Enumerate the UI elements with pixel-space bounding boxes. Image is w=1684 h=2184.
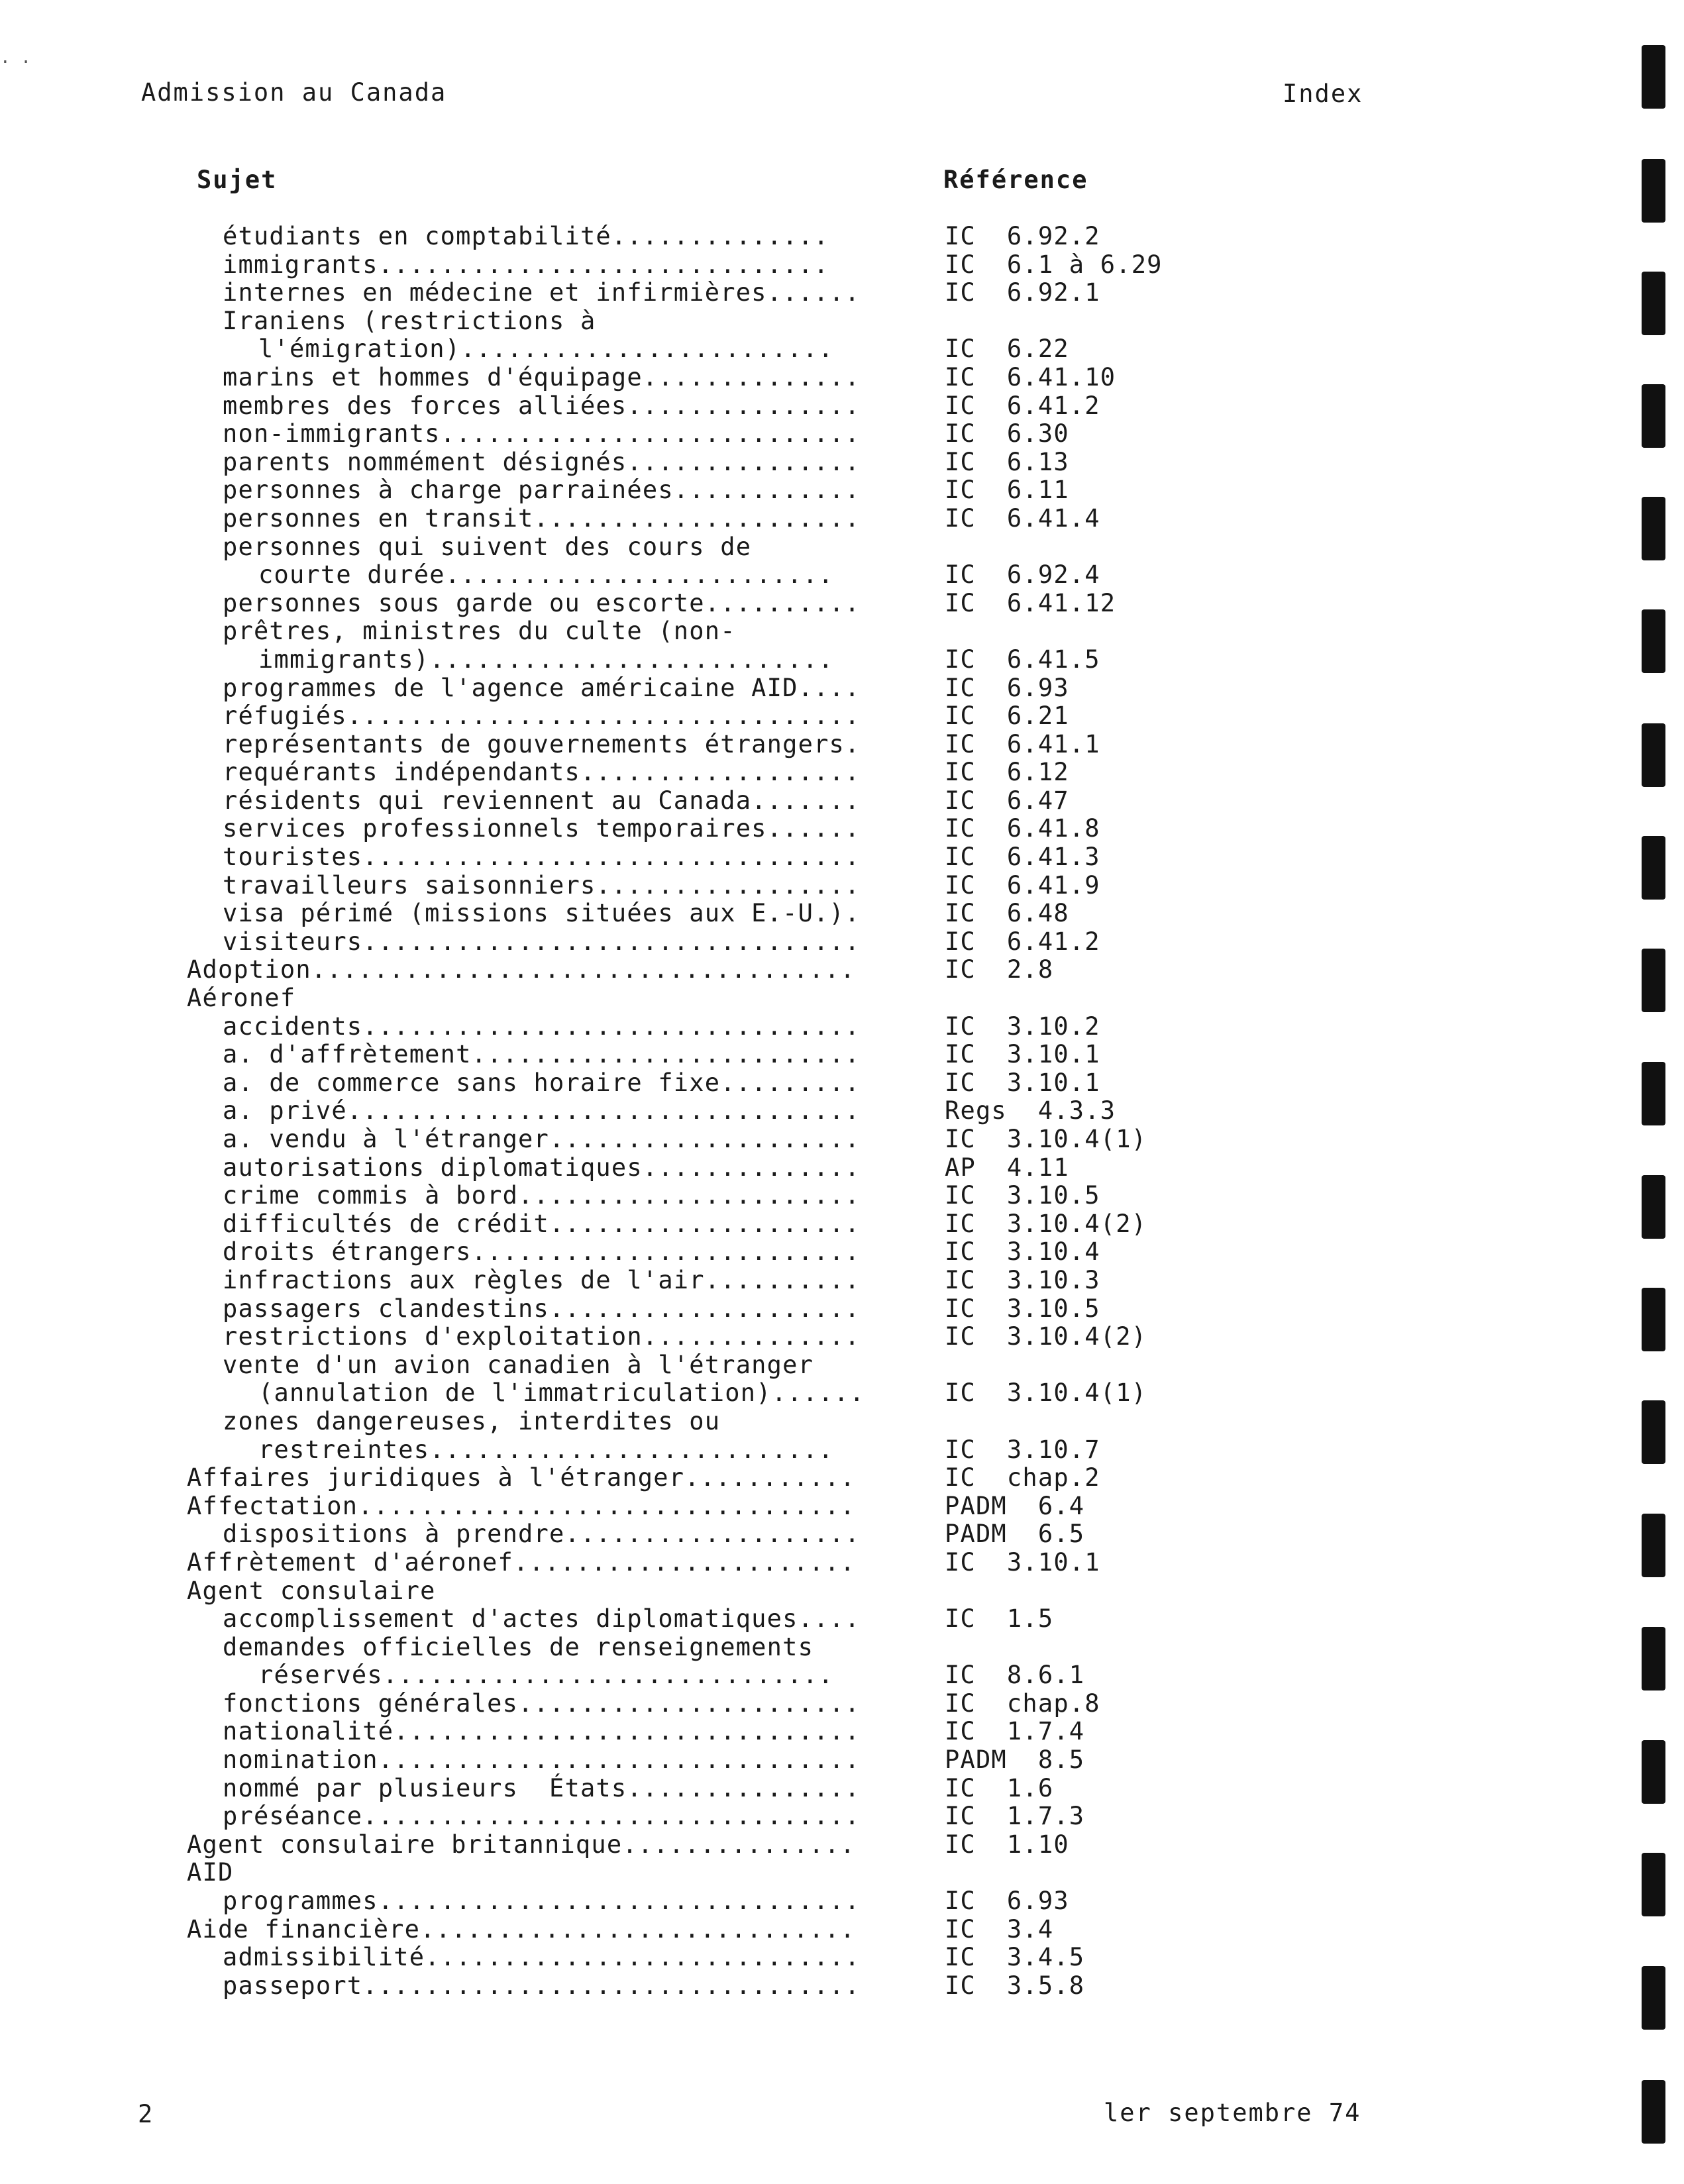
- entry-subject: a. de commerce sans horaire fixe.........: [223, 1068, 861, 1097]
- entry-subject: droits étrangers.........................: [223, 1237, 861, 1267]
- entry-subject: l'émigration)........................: [258, 335, 834, 364]
- entry-reference: IC 6.41.2: [945, 391, 1100, 420]
- entry-reference: IC 3.10.4(2): [945, 1322, 1147, 1351]
- index-entry: [187, 392, 1313, 421]
- index-entry: [187, 590, 1313, 618]
- entry-subject: non-immigrants...........................: [223, 419, 861, 448]
- entry-reference: IC 6.41.1: [945, 729, 1100, 758]
- entry-reference: IC 6.47: [945, 786, 1069, 815]
- entry-subject: visa périmé (missions situées aux E.-U.).: [223, 899, 861, 928]
- entry-subject: fonctions générales......................: [223, 1689, 861, 1718]
- entry-reference: IC 6.93: [945, 1887, 1069, 1916]
- entry-reference: AP 4.11: [945, 1153, 1069, 1182]
- margin-mark: [1642, 1627, 1665, 1690]
- binding-margin-marks: [1642, 0, 1671, 2184]
- index-entry: [187, 646, 1313, 674]
- index-entry: [187, 1013, 1313, 1041]
- index-entry: [187, 843, 1313, 872]
- entry-reference: IC 8.6.1: [945, 1661, 1085, 1690]
- entry-subject: autorisations diplomatiques..............: [223, 1153, 861, 1182]
- entry-subject: crime commis à bord......................: [223, 1181, 861, 1210]
- margin-mark: [1642, 1400, 1665, 1464]
- index-entry: [187, 1972, 1313, 2001]
- entry-subject: étudiants en comptabilité..............: [223, 222, 829, 250]
- entry-reference: IC 1.10: [945, 1830, 1069, 1859]
- entry-subject: difficultés de crédit....................: [223, 1209, 861, 1238]
- entry-reference: PADM 8.5: [945, 1745, 1085, 1775]
- entry-reference: Regs 4.3.3: [945, 1096, 1116, 1125]
- margin-mark: [1642, 384, 1665, 448]
- entry-subject: personnes qui suivent des cours de: [223, 532, 752, 561]
- index-entry: [187, 1295, 1313, 1324]
- margin-mark: [1642, 723, 1665, 787]
- index-entry: [187, 505, 1313, 533]
- index-entry: [187, 1746, 1313, 1775]
- entry-subject: a. vendu à l'étranger....................: [223, 1125, 861, 1153]
- margin-mark: [1642, 2080, 1665, 2144]
- entry-reference: IC chap.2: [945, 1463, 1100, 1492]
- index-entry: [187, 1041, 1313, 1069]
- entry-subject: (annulation de l'immatriculation)......: [258, 1378, 865, 1408]
- entry-reference: IC 3.10.2: [945, 1012, 1100, 1041]
- index-entry: [187, 1492, 1313, 1521]
- entry-subject: marins et hommes d'équipage..............: [223, 362, 861, 391]
- entry-subject: Iraniens (restrictions à: [223, 306, 596, 335]
- entry-reference: IC 3.10.4(1): [945, 1125, 1147, 1153]
- margin-mark: [1642, 1175, 1665, 1239]
- entry-reference: IC 6.41.2: [945, 927, 1100, 956]
- index-entry: [187, 1408, 1313, 1436]
- entry-subject: a. d'affrètement.........................: [223, 1040, 861, 1069]
- index-entry: [187, 1182, 1313, 1210]
- entry-reference: PADM 6.4: [945, 1491, 1085, 1520]
- index-entry: [187, 1069, 1313, 1098]
- entry-subject: internes en médecine et infirmières......: [223, 278, 861, 307]
- margin-mark: [1642, 159, 1665, 223]
- entry-subject: personnes sous garde ou escorte..........: [223, 588, 861, 617]
- entry-subject: préséance................................: [223, 1802, 861, 1831]
- index-entry: [187, 900, 1313, 928]
- index-entry: [187, 1802, 1313, 1831]
- entry-reference: IC 6.92.2: [945, 222, 1100, 250]
- entry-reference: IC 6.41.4: [945, 503, 1100, 533]
- margin-mark: [1642, 1853, 1665, 1916]
- entry-subject: membres des forces alliées...............: [223, 391, 861, 420]
- index-entry: [187, 1267, 1313, 1295]
- entry-reference: IC 6.41.10: [945, 362, 1116, 391]
- entry-reference: IC 6.41.8: [945, 814, 1100, 843]
- entry-reference: IC 1.5: [945, 1604, 1054, 1634]
- entry-subject: admissibilité............................: [223, 1943, 861, 1972]
- index-entry: [187, 928, 1313, 957]
- entry-subject: AID: [187, 1858, 234, 1887]
- entry-reference: IC 6.13: [945, 447, 1069, 476]
- index-entry: [187, 364, 1313, 392]
- entry-subject: Affaires juridiques à l'étranger...........: [187, 1463, 856, 1492]
- index-entry: [187, 1944, 1313, 1972]
- index-entry: [187, 1577, 1313, 1606]
- index-entry: [187, 1210, 1313, 1239]
- entry-subject: Affrètement d'aéronef......................: [187, 1547, 856, 1577]
- running-header-title: Admission au Canada: [141, 78, 447, 107]
- index-entry: [187, 561, 1313, 590]
- entry-reference: IC 6.1 à 6.29: [945, 250, 1163, 279]
- entry-subject: passagers clandestins....................: [223, 1294, 861, 1323]
- margin-mark: [1642, 45, 1665, 109]
- margin-mark: [1642, 1288, 1665, 1351]
- entry-subject: demandes officielles de renseignements: [223, 1632, 814, 1661]
- entry-subject: prêtres, ministres du culte (non-: [223, 617, 736, 646]
- entry-reference: IC 1.7.4: [945, 1717, 1085, 1746]
- index-entry: [187, 702, 1313, 731]
- index-entry: [187, 1859, 1313, 1887]
- margin-mark: [1642, 1966, 1665, 2030]
- index-entry: [187, 815, 1313, 843]
- entry-reference: IC 6.92.4: [945, 560, 1100, 590]
- entry-reference: IC 6.41.9: [945, 870, 1100, 900]
- index-entry: [187, 1323, 1313, 1351]
- entry-reference: IC 1.6: [945, 1773, 1054, 1802]
- entry-subject: immigrants.............................: [223, 250, 829, 279]
- entry-subject: accidents................................: [223, 1012, 861, 1041]
- entry-subject: a. privé.................................: [223, 1096, 861, 1125]
- entry-subject: réservés.............................: [258, 1661, 834, 1690]
- entry-subject: nationalité..............................: [223, 1717, 861, 1746]
- entry-subject: passeport................................: [223, 1971, 861, 2000]
- entry-reference: IC 6.22: [945, 335, 1069, 364]
- index-entry: [187, 476, 1313, 505]
- entry-subject: travailleurs saisonniers.................: [223, 870, 861, 900]
- margin-mark: [1642, 609, 1665, 673]
- entry-reference: IC 6.41.3: [945, 843, 1100, 872]
- entry-reference: IC 6.21: [945, 702, 1069, 731]
- entry-reference: IC chap.8: [945, 1689, 1100, 1718]
- index-entry: [187, 1238, 1313, 1267]
- page-number: 2: [138, 2100, 153, 2128]
- index-entry: [187, 223, 1313, 251]
- entry-subject: services professionnels temporaires......: [223, 814, 861, 843]
- index-entry: [187, 307, 1313, 336]
- entry-subject: vente d'un avion canadien à l'étranger: [223, 1350, 814, 1379]
- entry-subject: programmes...............................: [223, 1887, 861, 1916]
- margin-mark: [1642, 949, 1665, 1012]
- entry-reference: IC 6.41.5: [945, 645, 1100, 674]
- index-entry: [187, 787, 1313, 815]
- entry-subject: Agent consulaire: [187, 1576, 436, 1605]
- entry-subject: personnes à charge parrainées............: [223, 476, 861, 505]
- entry-reference: IC 2.8: [945, 955, 1054, 984]
- index-entry: [187, 1690, 1313, 1718]
- index-entry: [187, 1605, 1313, 1634]
- entry-subject: Agent consulaire britannique...............: [187, 1830, 856, 1859]
- index-entry: [187, 872, 1313, 900]
- index-entry: [187, 1831, 1313, 1859]
- scan-edge-marks: . .: [0, 48, 31, 68]
- entry-reference: PADM 6.5: [945, 1520, 1085, 1549]
- entry-subject: restreintes..........................: [258, 1435, 834, 1464]
- entry-subject: personnes en transit.....................: [223, 503, 861, 533]
- index-entry: [187, 448, 1313, 477]
- entry-subject: visiteurs................................: [223, 927, 861, 956]
- entry-reference: IC 6.93: [945, 673, 1069, 702]
- entry-subject: nommé par plusieurs États...............: [223, 1773, 861, 1802]
- index-entry: [187, 1436, 1313, 1465]
- entry-subject: Adoption...................................: [187, 955, 856, 984]
- entry-reference: IC 3.10.7: [945, 1435, 1100, 1464]
- index-entry: [187, 420, 1313, 448]
- index-entry: [187, 1718, 1313, 1746]
- index-entry: [187, 1887, 1313, 1916]
- margin-mark: [1642, 836, 1665, 900]
- entry-reference: IC 6.12: [945, 758, 1069, 787]
- column-header-subject: Sujet: [197, 166, 278, 194]
- index-entry: [187, 1125, 1313, 1154]
- index-entry: [187, 1379, 1313, 1408]
- entry-subject: Aide financière............................: [187, 1914, 856, 1944]
- entry-reference: IC 3.10.1: [945, 1547, 1100, 1577]
- index-entry: [187, 1634, 1313, 1662]
- entry-subject: accomplissement d'actes diplomatiques....: [223, 1604, 861, 1634]
- index-entry: [187, 617, 1313, 646]
- footer-date: ler septembre 74: [1104, 2099, 1361, 2127]
- margin-mark: [1642, 272, 1665, 335]
- margin-mark: [1642, 1062, 1665, 1125]
- index-entry: [187, 1154, 1313, 1182]
- entry-reference: IC 6.92.1: [945, 278, 1100, 307]
- index-entry: [187, 251, 1313, 280]
- index-entry: [187, 956, 1313, 984]
- entry-reference: IC 1.7.3: [945, 1802, 1085, 1831]
- index-entry: [187, 1916, 1313, 1944]
- entry-subject: nomination...............................: [223, 1745, 861, 1775]
- margin-mark: [1642, 1740, 1665, 1804]
- entry-reference: IC 3.10.4(1): [945, 1378, 1147, 1408]
- entry-reference: IC 3.10.1: [945, 1068, 1100, 1097]
- entry-reference: IC 3.10.3: [945, 1265, 1100, 1294]
- entry-reference: IC 6.41.12: [945, 588, 1116, 617]
- index-entry: [187, 1464, 1313, 1492]
- entry-reference: IC 3.10.4(2): [945, 1209, 1147, 1238]
- index-entry: [187, 1520, 1313, 1549]
- index-entries: [187, 223, 1313, 2000]
- entry-reference: IC 3.10.5: [945, 1294, 1100, 1323]
- entry-reference: IC 6.30: [945, 419, 1069, 448]
- index-entry: [187, 984, 1313, 1013]
- entry-subject: immigrants)..........................: [258, 645, 834, 674]
- entry-subject: Aéronef: [187, 984, 296, 1013]
- entry-subject: zones dangereuses, interdites ou: [223, 1406, 721, 1435]
- column-header-reference: Référence: [943, 166, 1088, 194]
- entry-reference: IC 3.10.4: [945, 1237, 1100, 1267]
- index-entry: [187, 1661, 1313, 1690]
- entry-subject: infractions aux règles de l'air..........: [223, 1265, 861, 1294]
- margin-mark: [1642, 1514, 1665, 1577]
- index-entry: [187, 1097, 1313, 1125]
- running-header-section: Index: [1283, 79, 1363, 108]
- entry-subject: représentants de gouvernements étrangers.: [223, 729, 861, 758]
- index-entry: [187, 731, 1313, 759]
- index-entry: [187, 279, 1313, 307]
- index-entry: [187, 1775, 1313, 1803]
- entry-subject: réfugiés.................................: [223, 702, 861, 731]
- entry-reference: IC 6.48: [945, 899, 1069, 928]
- entry-reference: IC 3.4.5: [945, 1943, 1085, 1972]
- index-entry: [187, 758, 1313, 787]
- entry-reference: IC 3.4: [945, 1914, 1054, 1944]
- entry-subject: restrictions d'exploitation..............: [223, 1322, 861, 1351]
- entry-subject: requérants indépendants..................: [223, 758, 861, 787]
- index-entry: [187, 1549, 1313, 1577]
- index-entry: [187, 335, 1313, 364]
- entry-reference: IC 3.5.8: [945, 1971, 1085, 2000]
- entry-subject: dispositions à prendre...................: [223, 1520, 861, 1549]
- margin-mark: [1642, 497, 1665, 560]
- entry-subject: parents nommément désignés...............: [223, 447, 861, 476]
- entry-subject: programmes de l'agence américaine AID....: [223, 673, 861, 702]
- entry-reference: IC 3.10.1: [945, 1040, 1100, 1069]
- entry-subject: courte durée.........................: [258, 560, 834, 590]
- entry-reference: IC 3.10.5: [945, 1181, 1100, 1210]
- entry-subject: touristes................................: [223, 843, 861, 872]
- entry-reference: IC 6.11: [945, 476, 1069, 505]
- entry-subject: Affectation................................: [187, 1491, 856, 1520]
- index-entry: [187, 533, 1313, 562]
- index-entry: [187, 674, 1313, 703]
- entry-subject: résidents qui reviennent au Canada.......: [223, 786, 861, 815]
- index-entry: [187, 1351, 1313, 1380]
